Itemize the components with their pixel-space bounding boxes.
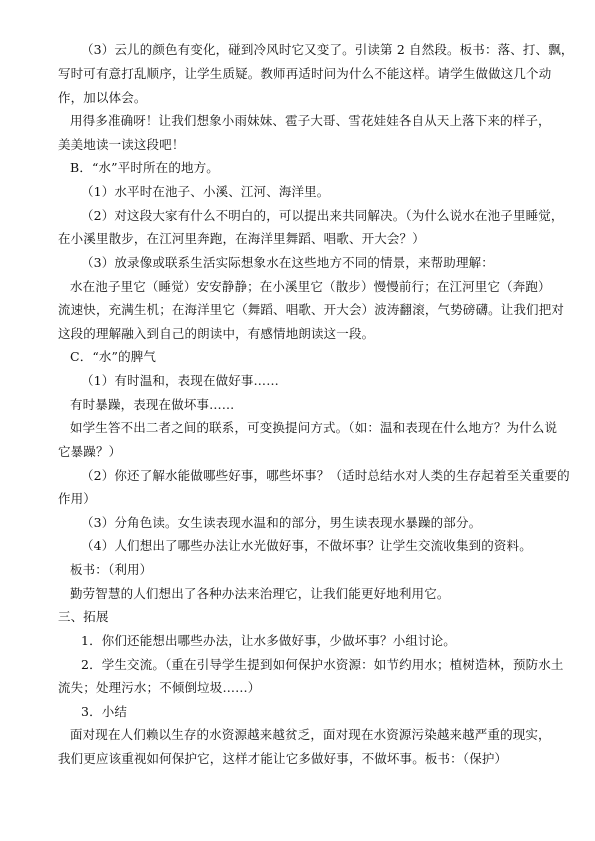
paragraph-line: （2）你还了解水能做哪些好事，哪些坏事？（适时总结水对人类的生存起着至关重要的 [81,468,570,483]
paragraph-line: 2．学生交流。（重在引导学生提到如何保护水资源：如节约用水；植树造林，预防水土 [81,657,564,672]
paragraph-line: （1）水平时在池子、小溪、江河、海洋里。 [81,184,330,199]
paragraph-line: 流失；处理污水；不倾倒垃圾……） [58,680,261,695]
paragraph-line: 流速快，充满生机；在海洋里它（舞蹈、唱歌、开大会）波涛翻滚，气势磅礴。让我们把对 [58,302,565,317]
paragraph-line: 用得多准确呀！让我们想象小雨妹妹、雹子大哥、雪花娃娃各自从天上落下来的样子， [70,113,551,128]
paragraph-line: 如学生答不出二者之间的联系，可变换提问方式。（如：温和表现在什么地方？为什么说 [70,420,558,435]
paragraph-line: 作用） [58,491,96,506]
paragraph-line: 写时可有意打乱顺序，让学生质疑。教师再适时问为什么不能这样。请学生做做这几个动 [58,66,552,81]
paragraph-line: 1．你们还能想出哪些办法，让水多做好事，少做坏事？小组讨论。 [81,633,456,648]
paragraph-line: （1）有时温和，表现在做好事…… [81,373,279,388]
paragraph-line: 这段的理解融入到自己的朗读中，有感情地朗读这一段。 [58,326,375,341]
section-heading: B．“水”平时所在的地方。 [70,160,219,175]
paragraph-line: （4）人们想出了哪些办法让水光做好事，不做坏事？让学生交流收集到的资料。 [81,538,532,553]
section-heading: 三、拓展 [58,609,109,624]
paragraph-line: 它暴躁？） [58,444,122,459]
paragraph-line: 面对现在人们赖以生存的水资源越来越贫乏，面对现在水资源污染越来越严重的现实， [70,727,551,742]
paragraph-line: （3）分角色读。女生读表现水温和的部分，男生读表现水暴躁的部分。 [81,515,482,530]
paragraph-line: 我们更应该重视如何保护它，这样才能让它多做好事，不做坏事。板书：（保护） [58,751,508,766]
paragraph-line: （3）放录像或联系生活实际想象水在这些地方不同的情景，来帮助理解： [81,255,494,270]
paragraph-line: 在小溪里散步，在江河里奔跑，在海洋里舞蹈、唱歌、开大会？） [58,231,425,246]
paragraph-line: 有时暴躁，表现在做坏事…… [70,397,235,412]
paragraph-line: 水在池子里它（睡觉）安安静静；在小溪里它（散步）慢慢前行；在江河里它（奔跑） [70,279,551,294]
paragraph-line: （2）对这段大家有什么不明白的，可以提出来共同解决。（为什么说水在池子里睡觉， [81,208,564,223]
section-heading: C．“水”的脾气 [70,349,157,364]
paragraph-line: 作，加以体会。 [58,90,147,105]
paragraph-line: （3）云儿的颜色有变化，碰到冷风时它又变了。引读第 2 自然段。板书：落、打、飘， [81,42,574,57]
paragraph-line: 板书：（利用） [70,562,153,577]
paragraph-line: 美美地读一读这段吧！ [58,137,185,152]
section-heading: 3．小结 [81,704,128,719]
paragraph-line: 勤劳智慧的人们想出了各种办法来治理它，让我们能更好地利用它。 [70,586,450,601]
